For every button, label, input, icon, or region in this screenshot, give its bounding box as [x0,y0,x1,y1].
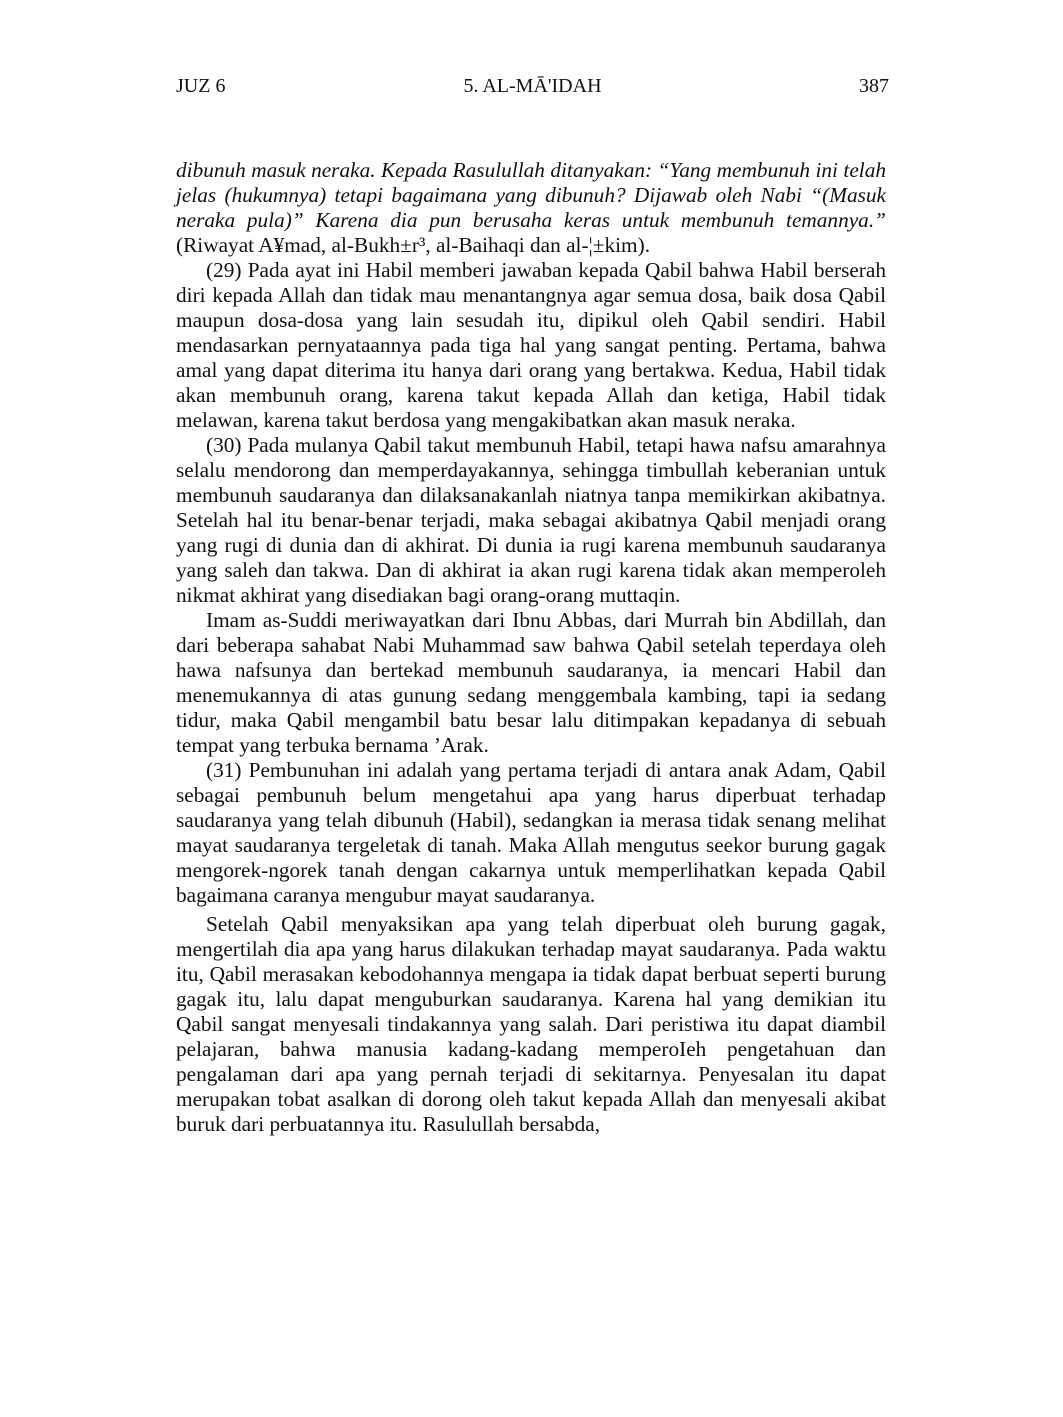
paragraph-verse-31: (31) Pembunuhan ini adalah yang pertama terjadi di antara anak Adam, Qabil sebagai pembunuh belum mengetahui apa yang harus diperbuat terhadap saudaranya yang telah dibunuh (Habil), sedangkan ia merasa tidak senang melihat mayat saudaranya tergeletak di tanah. Maka Allah mengutus seekor burung gagak mengorek-ngorek tanah dengan cakarnya untuk memperlihatkan kepada Qabil bagaimana caranya mengubur mayat saudaranya. [176,758,886,907]
paragraph-continuation [176,158,886,258]
header-surah: 5. AL-MĀ'IDAH [463,75,602,97]
header-juz: JUZ 6 [176,75,226,97]
paragraph-penyesalan: Setelah Qabil menyaksikan apa yang telah diperbuat oleh burung gagak, mengertilah dia apa yang harus dilakukan terhadap mayat saudaranya. Pada waktu itu, Qabil merasakan kebodohannya mengapa ia tidak dapat berbuat seperti burung gagak itu, lalu dapat menguburkan saudaranya. Karena hal yang demikian itu Qabil sangat menyesali tindakannya yang salah. Dari peristiwa itu dapat diambil pelajaran, bahwa manusia kadang-kadang memperoIeh pengetahuan dan pengalaman dari apa yang pernah terjadi di sekitarnya. Penyesalan itu dapat merupakan tobat asalkan di dorong oleh takut kepada Allah dan menyesali akibat buruk dari perbuatannya itu. Rasulullah bersabda, [176,912,886,1136]
paragraph-as-suddi: Imam as-Suddi meriwayatkan dari Ibnu Abbas, dari Murrah bin Abdillah, dan dari beberapa sahabat Nabi Muhammad saw bahwa Qabil setelah teperdaya oleh hawa nafsunya dan bertekad membunuh saudaranya, ia mencari Habil dan menemukannya di atas gunung sedang menggembala kambing, tapi ia sedang tidur, maka Qabil mengambil batu besar lalu ditimpakan kepadanya di sebuah tempat yang terbuka bernama ’Arak. [176,608,886,757]
header-page-number: 387 [859,75,889,97]
paragraph-verse-30: (30) Pada mulanya Qabil takut membunuh Habil, tetapi hawa nafsu amarahnya selalu mendorong dan memperdayakannya, sehingga timbullah keberanian untuk membunuh saudaranya dan dilaksanakanlah niatnya tanpa memikirkan akibatnya. Setelah hal itu benar-benar terjadi, maka sebagai akibatnya Qabil menjadi orang yang rugi di dunia dan di akhirat. Di dunia ia rugi karena membunuh saudaranya yang saleh dan takwa. Dan di akhirat ia akan rugi karena tidak akan memperoleh nikmat akhirat yang disediakan bagi orang-orang muttaqin. [176,433,886,607]
page-body [176,158,886,1137]
hadith-source: (Riwayat A¥mad, al-Bukh±r³, al-Baihaqi dan al-¦±kim). [176,233,651,257]
paragraph-verse-29: (29) Pada ayat ini Habil memberi jawaban kepada Qabil bahwa Habil berserah diri kepada Allah dan tidak mau menantangnya agar semua dosa, baik dosa Qabil maupun dosa-dosa yang lain sesudah itu, dipikul oleh Qabil sendiri. Habil mendasarkan pernyataannya pada tiga hal yang sangat penting. Pertama, bahwa amal yang dapat diterima itu hanya dari orang yang bertakwa. Kedua, Habil tidak akan membunuh orang, karena takut kepada Allah dan ketiga, Habil tidak melawan, karena takut berdosa yang mengakibatkan akan masuk neraka. [176,258,886,432]
page-header [176,74,889,98]
hadith-quote: dibunuh masuk neraka. Kepada Rasulullah ditanyakan: “Yang membunuh ini telah jelas (hukumnya) tetapi bagaimana yang dibunuh? Dijawab oleh Nabi “(Masuk neraka pula)” Karena dia pun berusaha keras untuk membunuh temannya.” [176,158,886,232]
